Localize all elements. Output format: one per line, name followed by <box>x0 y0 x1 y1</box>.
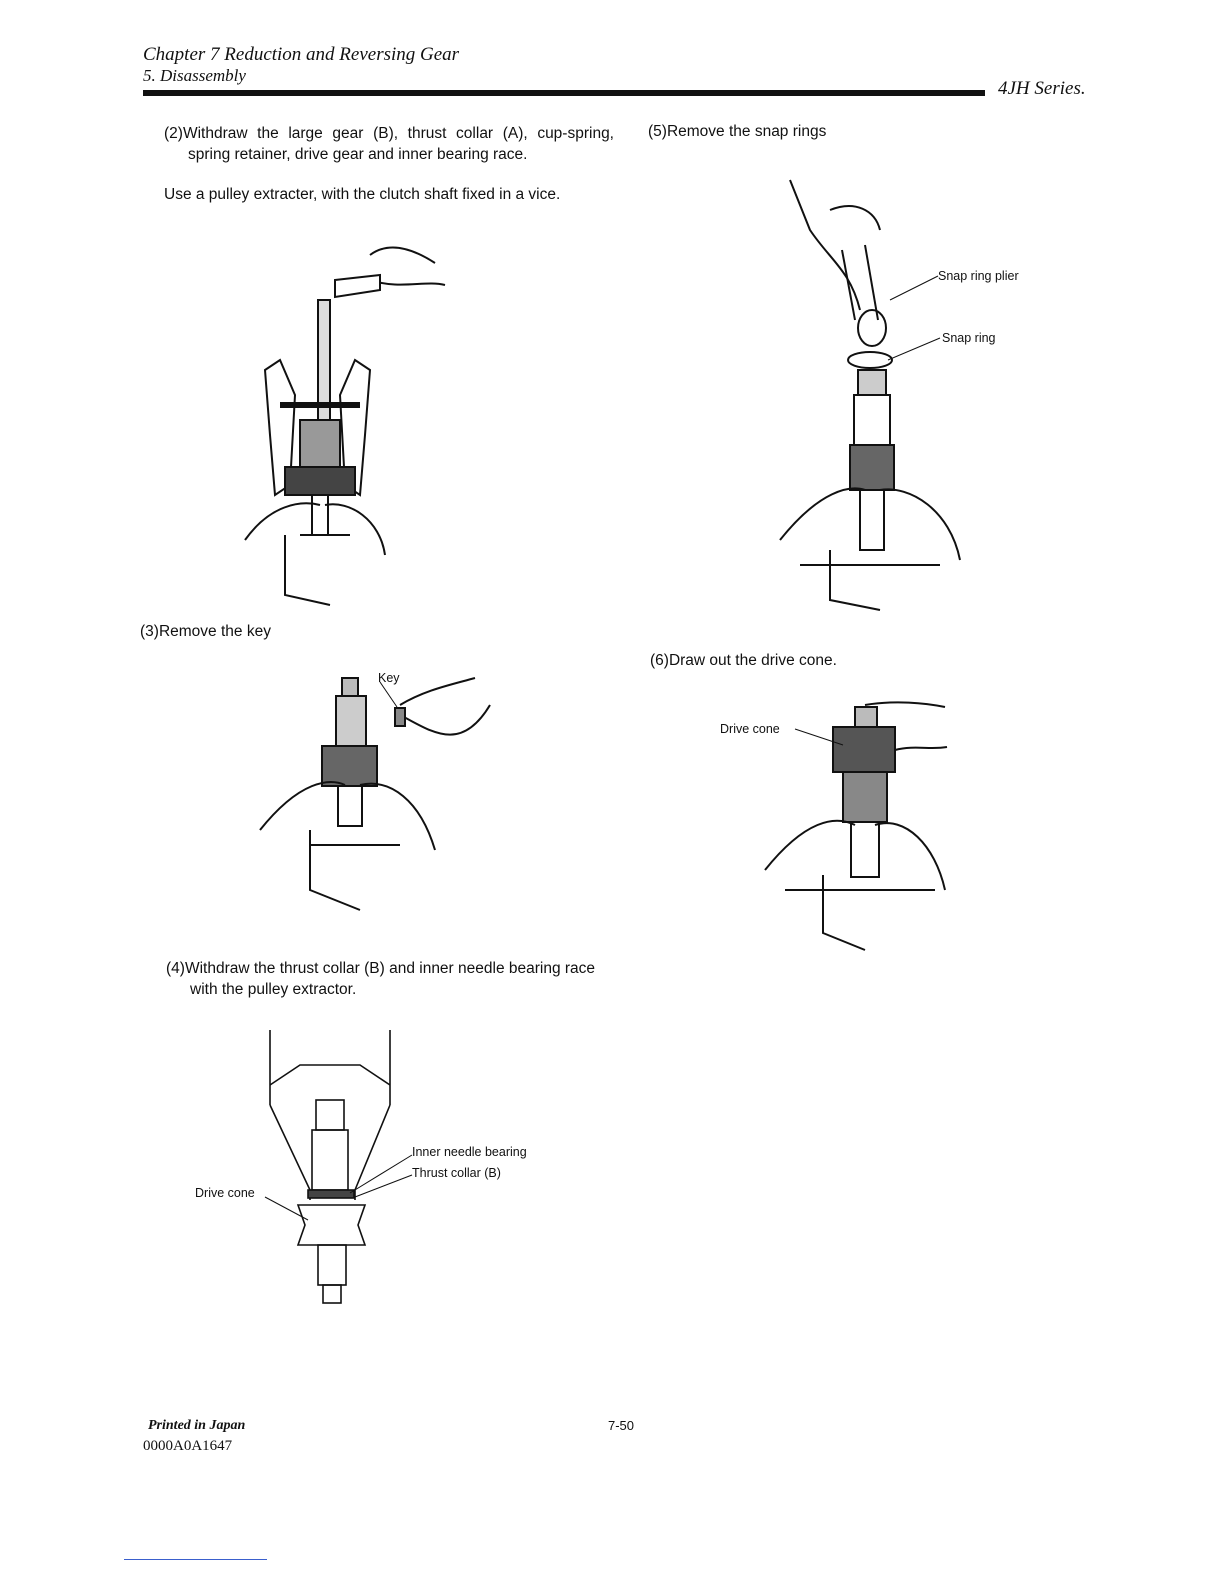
printed-in-japan: Printed in Japan <box>148 1418 246 1433</box>
figure-drive-cone <box>715 695 955 955</box>
figure-remove-key <box>250 660 500 920</box>
header-rule <box>143 90 985 96</box>
series-label: 4JH Series. <box>998 78 1086 99</box>
label-key: Key <box>378 671 400 685</box>
document-code: 0000A0A1647 <box>143 1438 233 1454</box>
label-snap-ring: Snap ring <box>942 331 996 345</box>
label-inner-needle: Inner needle bearing <box>412 1145 527 1159</box>
step-3-text: (3)Remove the key <box>140 623 271 640</box>
figure-pulley-extractor <box>240 235 470 610</box>
figure-needle-bearing <box>190 1025 570 1310</box>
step-5-text: (5)Remove the snap rings <box>648 123 827 140</box>
label-drive-cone: Drive cone <box>195 1186 255 1200</box>
page-number: 7-50 <box>608 1418 635 1433</box>
chapter-title: Chapter 7 Reduction and Reversing Gear <box>143 44 460 65</box>
label-thrust-collar: Thrust collar (B) <box>412 1166 501 1180</box>
step-4-text: (4)Withdraw the thrust collar (B) and inner needle bearing race with the pulley extractor. <box>166 960 596 998</box>
section-title: 5. Disassembly <box>143 66 246 85</box>
label-drive-cone-6: Drive cone <box>720 722 780 736</box>
bottom-line <box>124 1559 267 1560</box>
step-2-text: (2)Withdraw the large gear (B), thrust collar (A), cup-spring, spring retainer, drive gear and inner bearing race. <box>164 125 614 163</box>
label-snap-ring-plier: Snap ring plier <box>938 269 1019 283</box>
step-6-text: (6)Draw out the drive cone. <box>650 652 837 669</box>
figure-snap-rings <box>770 170 1045 620</box>
step-2-note: Use a pulley extracter, with the clutch shaft fixed in a vice. <box>164 186 561 203</box>
